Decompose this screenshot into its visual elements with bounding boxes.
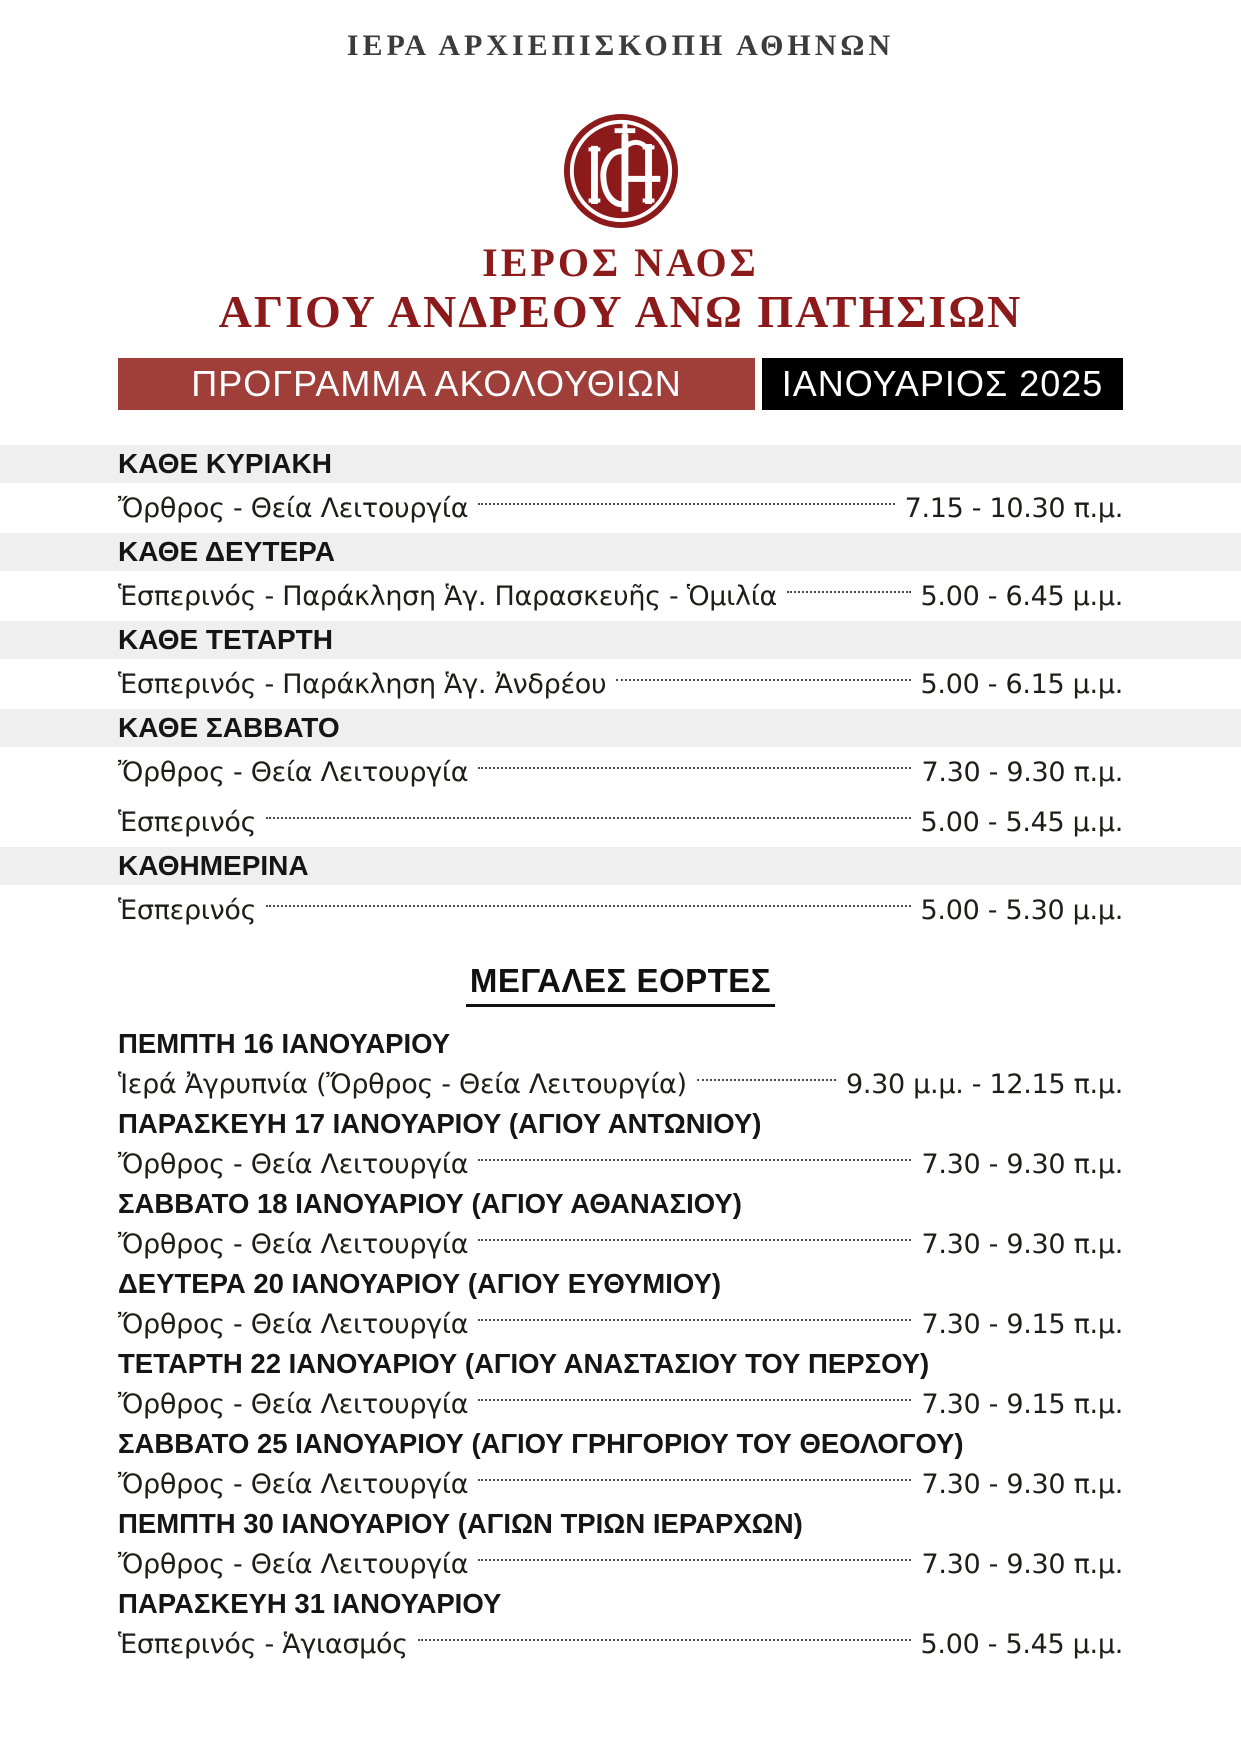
service-name: Ὄρθρος - Θεία Λειτουργία xyxy=(118,1548,469,1580)
service-time: 5.00 - 6.15 μ.μ. xyxy=(920,668,1123,700)
service-time: 5.00 - 6.45 μ.μ. xyxy=(920,580,1123,612)
service-time: 5.00 - 5.30 μ.μ. xyxy=(920,894,1123,926)
dotted-leader xyxy=(478,1239,911,1241)
service-time: 7.30 - 9.30 π.μ. xyxy=(921,1228,1123,1260)
month-label: ΙΑΝΟΥΑΡΙΟΣ 2025 xyxy=(762,358,1123,410)
feasts-title-wrap xyxy=(0,960,1241,1008)
program-label: ΠΡΟΓΡΑΜΜΑ ΑΚΟΛΟΥΘΙΩΝ xyxy=(118,358,755,410)
service-name: Ὄρθρος - Θεία Λειτουργία xyxy=(118,1388,469,1420)
feast-service-row xyxy=(118,1544,1123,1584)
feast-service-row xyxy=(118,1464,1123,1504)
service-name: Ἑσπερινός xyxy=(118,806,257,838)
feast-service-row xyxy=(118,1624,1123,1664)
dotted-leader xyxy=(478,1559,911,1561)
day-label: ΚΑΘΕ ΔΕΥΤΕΡΑ xyxy=(118,536,335,567)
service-time: 7.30 - 9.30 π.μ. xyxy=(921,1148,1123,1180)
service-name: Ἱερά Ἀγρυπνία (Ὄρθρος - Θεία Λειτουργία) xyxy=(118,1068,687,1100)
day-label: ΚΑΘΕ ΤΕΤΑΡΤΗ xyxy=(118,624,333,655)
service-name: Ὄρθρος - Θεία Λειτουργία xyxy=(118,1148,469,1180)
service-name: Ἑσπερινός - Ἁγιασμός xyxy=(118,1628,408,1660)
service-row xyxy=(118,885,1123,935)
service-name: Ἑσπερινός - Παράκληση Ἁγ. Παρασκευῆς - Ὁμιλία xyxy=(118,580,778,612)
service-row xyxy=(118,747,1123,797)
feast-date: ΣΑΒΒΑΤΟ 18 ΙΑΝΟΥΑΡΙΟΥ (ΑΓΙΟΥ ΑΘΑΝΑΣΙΟΥ) xyxy=(118,1188,742,1219)
feast-date: ΠΕΜΠΤΗ 30 ΙΑΝΟΥΑΡΙΟΥ (ΑΓΙΩΝ ΤΡΙΩΝ ΙΕΡΑΡΧΩΝ) xyxy=(118,1508,803,1539)
feast-date: ΔΕΥΤΕΡΑ 20 ΙΑΝΟΥΑΡΙΟΥ (ΑΓΙΟΥ ΕΥΘΥΜΙΟΥ) xyxy=(118,1268,721,1299)
dotted-leader xyxy=(478,767,911,769)
church-name-line2: ΑΓΙΟΥ ΑΝΔΡΕΟΥ ΑΝΩ ΠΑΤΗΣΙΩΝ xyxy=(218,286,1023,337)
day-label: ΚΑΘΗΜΕΡΙΝΑ xyxy=(118,850,309,881)
feast-service-row xyxy=(118,1224,1123,1264)
dotted-leader xyxy=(478,503,894,505)
service-row xyxy=(118,571,1123,621)
dotted-leader xyxy=(697,1079,836,1081)
feast-service-row xyxy=(118,1064,1123,1104)
service-name: Ὄρθρος - Θεία Λειτουργία xyxy=(118,756,469,788)
feast-date: ΤΕΤΑΡΤΗ 22 ΙΑΝΟΥΑΡΙΟΥ (ΑΓΙΟΥ ΑΝΑΣΤΑΣΙΟΥ ΤΟΥ ΠΕΡΣΟΥ) xyxy=(118,1348,930,1379)
weekly-schedule xyxy=(0,445,1241,935)
service-time: 7.30 - 9.30 π.μ. xyxy=(921,1468,1123,1500)
service-name: Ὄρθρος - Θεία Λειτουργία xyxy=(118,492,469,524)
archdiocese-title: ΙΕΡΑ ΑΡΧΙΕΠΙΣΚΟΠΗ ΑΘΗΝΩΝ xyxy=(346,29,895,62)
service-name: Ὄρθρος - Θεία Λειτουργία xyxy=(118,1468,469,1500)
feasts-list xyxy=(118,1024,1123,1664)
dotted-leader xyxy=(478,1159,911,1161)
service-time: 7.30 - 9.30 π.μ. xyxy=(921,756,1123,788)
dotted-leader xyxy=(616,679,910,681)
service-name: Ὄρθρος - Θεία Λειτουργία xyxy=(118,1228,469,1260)
service-name: Ὄρθρος - Θεία Λειτουργία xyxy=(118,1308,469,1340)
feast-date: ΠΕΜΠΤΗ 16 ΙΑΝΟΥΑΡΙΟΥ xyxy=(118,1028,451,1059)
weekly-day-header xyxy=(0,847,1241,885)
dotted-leader xyxy=(478,1399,911,1401)
weekly-day-header xyxy=(0,445,1241,483)
service-time: 7.30 - 9.15 π.μ. xyxy=(921,1388,1123,1420)
service-name: Ἑσπερινός - Παράκληση Ἁγ. Ἀνδρέου xyxy=(118,668,607,700)
weekly-day-header xyxy=(0,709,1241,747)
feast-date: ΠΑΡΑΣΚΕΥΗ 17 ΙΑΝΟΥΑΡΙΟΥ (ΑΓΙΟΥ ΑΝΤΩΝΙΟΥ) xyxy=(118,1108,762,1139)
weekly-day-header xyxy=(0,621,1241,659)
service-row xyxy=(118,483,1123,533)
feast-service-row xyxy=(118,1144,1123,1184)
day-label: ΚΑΘΕ ΚΥΡΙΑΚΗ xyxy=(118,448,332,479)
dotted-leader xyxy=(418,1639,911,1641)
title-bar xyxy=(118,358,1123,410)
feast-service-row xyxy=(118,1304,1123,1344)
service-row xyxy=(118,797,1123,847)
dotted-leader xyxy=(478,1319,911,1321)
service-row xyxy=(118,659,1123,709)
service-time: 7.30 - 9.15 π.μ. xyxy=(921,1308,1123,1340)
dotted-leader xyxy=(266,905,910,907)
church-name-line1: ΙΕΡΟΣ ΝΑΟΣ xyxy=(482,240,759,285)
feast-service-row xyxy=(118,1384,1123,1424)
service-time: 5.00 - 5.45 μ.μ. xyxy=(920,806,1123,838)
service-name: Ἑσπερινός xyxy=(118,894,257,926)
feast-date: ΠΑΡΑΣΚΕΥΗ 31 ΙΑΝΟΥΑΡΙΟΥ xyxy=(118,1588,502,1619)
service-time: 5.00 - 5.45 μ.μ. xyxy=(920,1628,1123,1660)
weekly-day-header xyxy=(0,533,1241,571)
dotted-leader xyxy=(266,817,910,819)
service-time: 7.30 - 9.30 π.μ. xyxy=(921,1548,1123,1580)
feast-date: ΣΑΒΒΑΤΟ 25 ΙΑΝΟΥΑΡΙΟΥ (ΑΓΙΟΥ ΓΡΗΓΟΡΙΟΥ ΤΟΥ ΘΕΟΛΟΓΟΥ) xyxy=(118,1428,964,1459)
service-time: 7.15 - 10.30 π.μ. xyxy=(904,492,1123,524)
dotted-leader xyxy=(787,591,911,593)
church-monogram-icon xyxy=(562,112,680,230)
service-time: 9.30 μ.μ. - 12.15 π.μ. xyxy=(845,1068,1123,1100)
dotted-leader xyxy=(478,1479,911,1481)
feasts-title: ΜΕΓΑΛΕΣ ΕΟΡΤΕΣ xyxy=(466,960,775,1007)
day-label: ΚΑΘΕ ΣΑΒΒΑΤΟ xyxy=(118,712,340,743)
